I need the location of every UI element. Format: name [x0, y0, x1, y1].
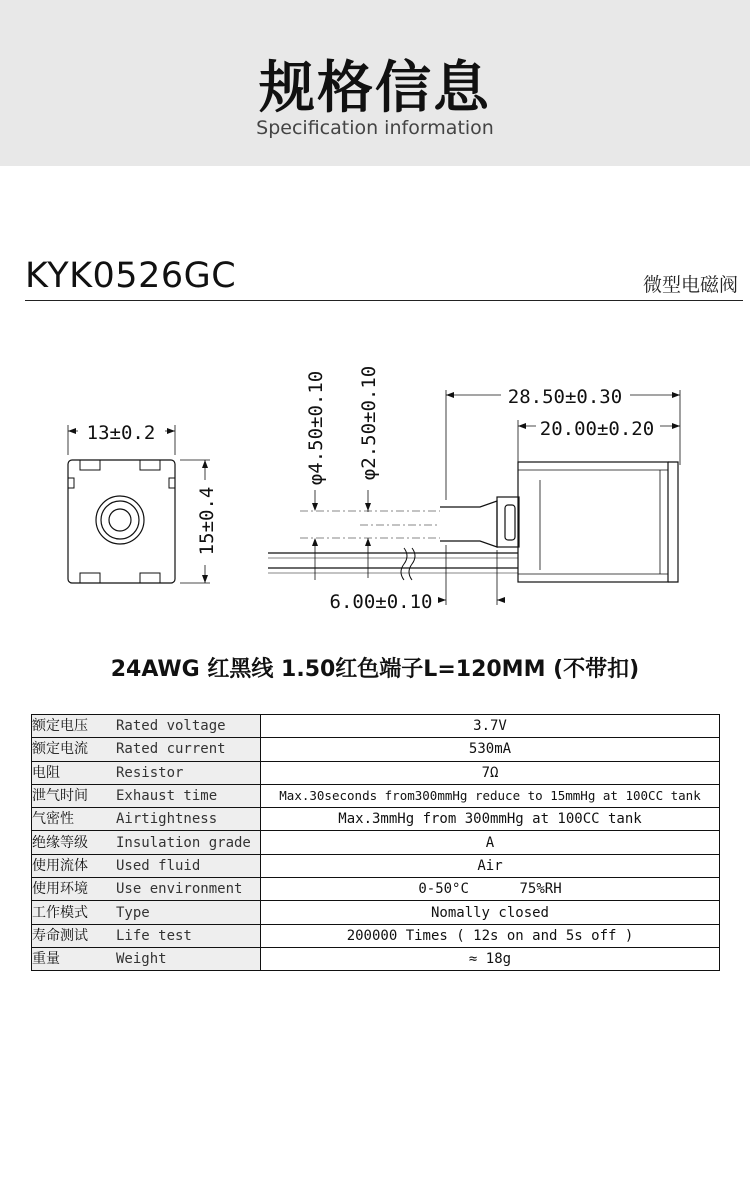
spec-en: Airtightness	[116, 808, 261, 831]
spec-cn: 重量	[32, 947, 117, 970]
spec-en: Weight	[116, 947, 261, 970]
dim-height-label: 15±0.4	[196, 486, 218, 556]
dim-dia-outer-label: φ4.50±0.10	[305, 370, 327, 486]
spec-en: Use environment	[116, 878, 261, 901]
spec-value: 0-50°C 75%RH	[261, 878, 720, 901]
spec-en: Type	[116, 901, 261, 924]
side-view-nozzle	[440, 501, 497, 547]
page-title: 规格信息	[259, 56, 491, 121]
table-row	[32, 715, 720, 738]
spec-cn: 额定电压	[32, 715, 117, 738]
spec-cn: 气密性	[32, 808, 117, 831]
spec-value: 200000 Times ( 12s on and 5s off )	[261, 924, 720, 947]
side-view-coil	[518, 462, 668, 582]
spec-en: Exhaust time	[116, 784, 261, 807]
spec-cn: 额定电流	[32, 738, 117, 761]
dim-nozzle-length-label: 6.00±0.10	[329, 591, 433, 613]
spec-cn: 电阻	[32, 761, 117, 784]
table-row	[32, 831, 720, 854]
spec-cn: 使用流体	[32, 854, 117, 877]
table-row	[32, 738, 720, 761]
port-outer-circle	[96, 496, 144, 544]
spec-value: 3.7V	[261, 715, 720, 738]
spec-en: Life test	[116, 924, 261, 947]
spec-table	[31, 714, 720, 971]
spec-cn: 绝缘等级	[32, 831, 117, 854]
table-row	[32, 924, 720, 947]
spec-en: Used fluid	[116, 854, 261, 877]
wire-spec: 24AWG 红黑线 1.50红色端子L=120MM (不带扣)	[110, 657, 640, 682]
spec-value: Nomally closed	[261, 901, 720, 924]
spec-cn: 泄气时间	[32, 784, 117, 807]
table-row	[32, 878, 720, 901]
spec-value: 7Ω	[261, 761, 720, 784]
spec-value: Max.3mmHg from 300mmHg at 100CC tank	[261, 808, 720, 831]
divider	[25, 300, 743, 301]
spec-value: 530mA	[261, 738, 720, 761]
table-row	[32, 947, 720, 970]
spec-cn: 工作模式	[32, 901, 117, 924]
model-number: KYK0526GC	[25, 256, 237, 296]
spec-en: Rated current	[116, 738, 261, 761]
table-row	[32, 901, 720, 924]
dim-body-length-label: 20.00±0.20	[539, 418, 655, 440]
spec-en: Resistor	[116, 761, 261, 784]
table-row	[32, 761, 720, 784]
spec-cn: 寿命测试	[32, 924, 117, 947]
spec-en: Insulation grade	[116, 831, 261, 854]
product-type: 微型电磁阀	[642, 274, 738, 296]
page-subtitle: Specification information	[256, 117, 494, 139]
spec-value: ≈ 18g	[261, 947, 720, 970]
dim-dia-inner-label: φ2.50±0.10	[358, 365, 380, 481]
dim-width-label: 13±0.2	[86, 422, 156, 444]
table-row	[32, 784, 720, 807]
dim-total-length-label: 28.50±0.30	[507, 386, 623, 408]
spec-en: Rated voltage	[116, 715, 261, 738]
port-inner-circle	[109, 509, 131, 531]
spec-value: Air	[261, 854, 720, 877]
table-row	[32, 854, 720, 877]
header-banner	[0, 0, 750, 166]
front-view-body	[68, 460, 175, 583]
spec-value: Max.30seconds from300mmHg reduce to 15mmHg at 100CC tank	[261, 784, 720, 807]
spec-value: A	[261, 831, 720, 854]
spec-cn: 使用环境	[32, 878, 117, 901]
dimension-drawing	[0, 330, 750, 630]
table-row	[32, 808, 720, 831]
